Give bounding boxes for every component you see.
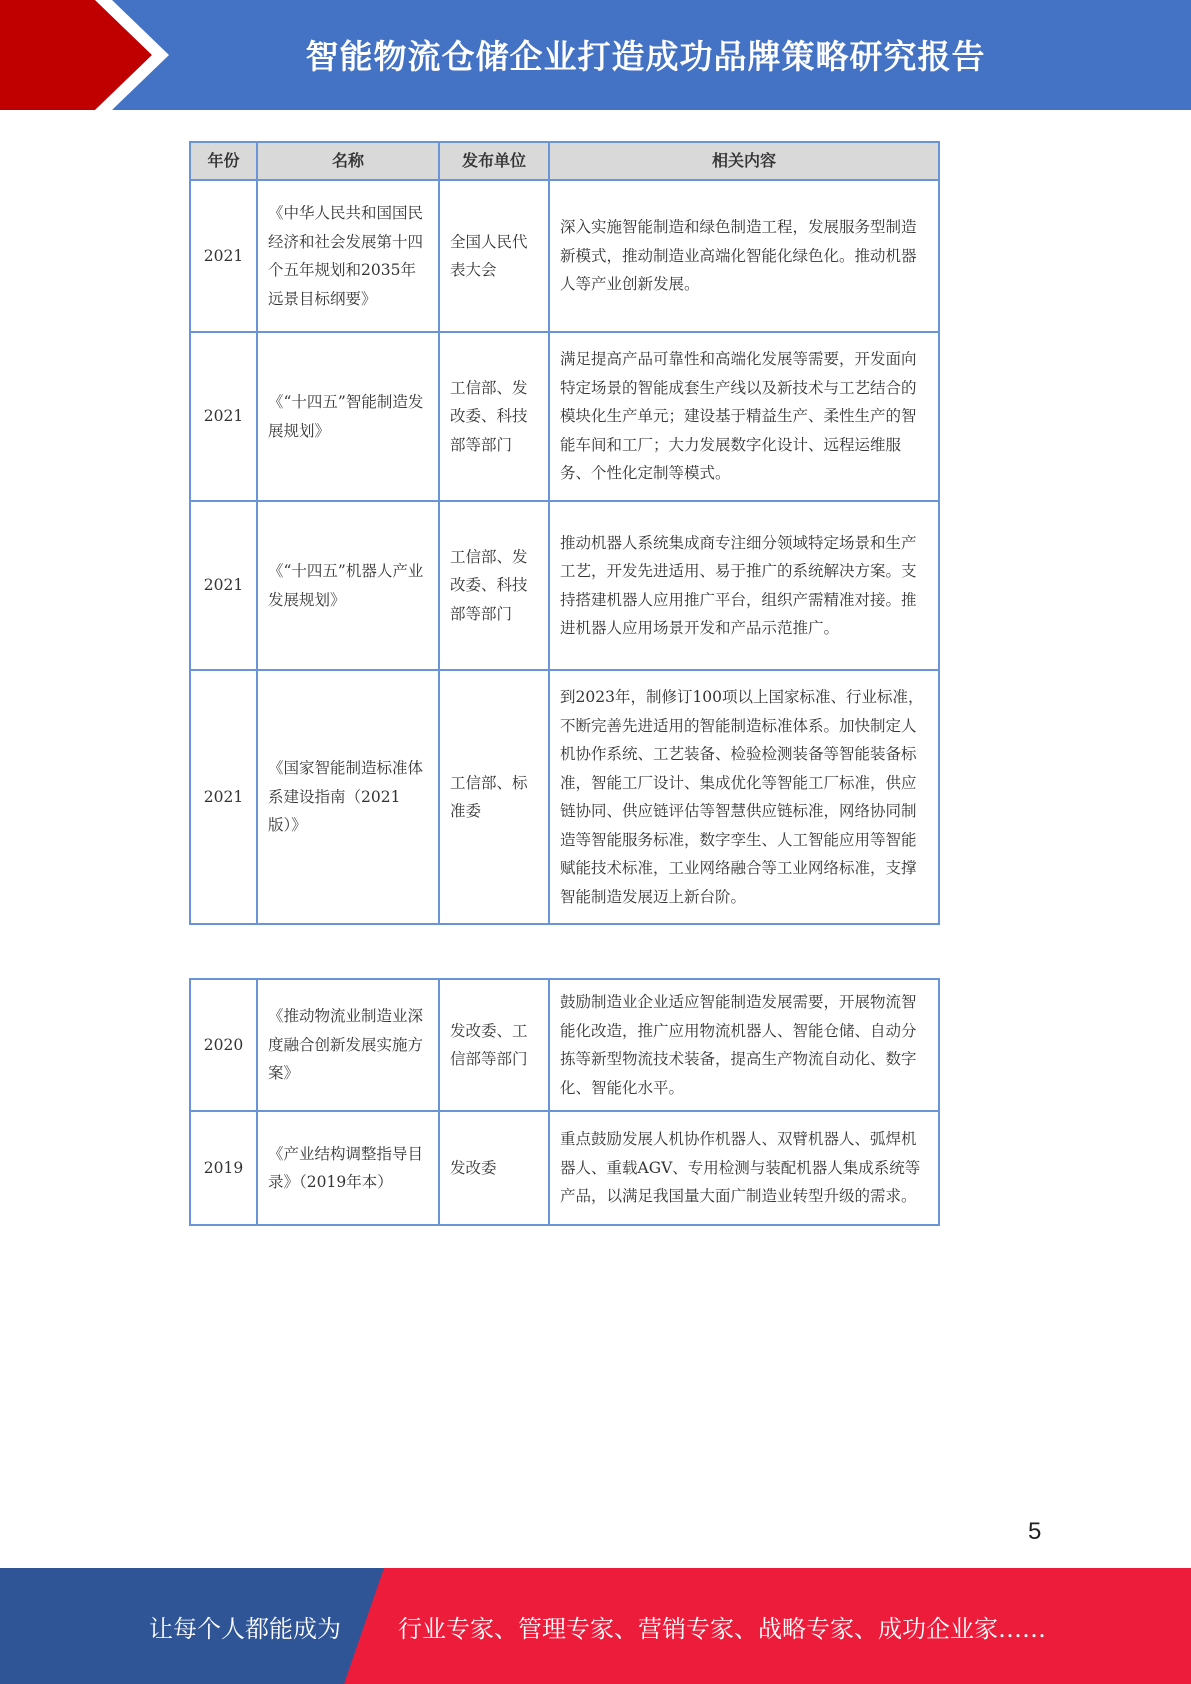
cell-content: 深入实施智能制造和绿色制造工程，发展服务型制造新模式，推动制造业高端化智能化绿色化。推动机器人等产业创新发展。: [549, 180, 939, 332]
cell-name: 《国家智能制造标准体系建设指南（2021版）》: [257, 670, 439, 924]
cell-year: 2019: [190, 1111, 257, 1225]
header-red-arrow: [0, 0, 152, 110]
cell-year: 2020: [190, 979, 257, 1111]
policy-table-continued: [189, 978, 940, 1226]
cell-year: 2021: [190, 501, 257, 670]
cell-content: 推动机器人系统集成商专注细分领域特定场景和生产工艺，开发先进适用、易于推广的系统解决方案。支持搭建机器人应用推广平台，组织产需精准对接。推进机器人应用场景开发和产品示范推广。: [549, 501, 939, 670]
footer-slogan-right: 行业专家、管理专家、营销专家、战略专家、成功企业家……: [398, 1614, 1046, 1643]
cell-content: 重点鼓励发展人机协作机器人、双臂机器人、弧焊机器人、重载AGV、专用检测与装配机器人集成系统等产品，以满足我国量大面广制造业转型升级的需求。: [549, 1111, 939, 1225]
cell-publisher: 工信部、发改委、科技部等部门: [439, 501, 549, 670]
table-row: [190, 501, 939, 670]
cell-year: 2021: [190, 332, 257, 501]
footer-slogan-left: 让每个人都能成为: [149, 1614, 341, 1643]
cell-publisher: 全国人民代表大会: [439, 180, 549, 332]
cell-publisher: 工信部、发改委、科技部等部门: [439, 332, 549, 501]
header-name: 名称: [257, 142, 439, 180]
header-year: 年份: [190, 142, 257, 180]
table-row: [190, 979, 939, 1111]
policy-table: [189, 141, 940, 925]
page-header: [0, 0, 1191, 110]
cell-name: 《中华人民共和国国民经济和社会发展第十四个五年规划和2035年远景目标纲要》: [257, 180, 439, 332]
table-row: [190, 670, 939, 924]
cell-name: 《推动物流业制造业深度融合创新发展实施方案》: [257, 979, 439, 1111]
cell-publisher: 发改委: [439, 1111, 549, 1225]
table-row: [190, 332, 939, 501]
header-content: 相关内容: [549, 142, 939, 180]
header-publisher: 发布单位: [439, 142, 549, 180]
table-row: [190, 180, 939, 332]
cell-year: 2021: [190, 670, 257, 924]
cell-content: 到2023年，制修订100项以上国家标准、行业标准，不断完善先进适用的智能制造标准体系。加快制定人机协作系统、工艺装备、检验检测装备等智能装备标准，智能工厂设计、集成优化等智能工厂标准，供应链协同、供应链评估等智慧供应链标准，网络协同制造等智能服务标准，数字孪生、人工智能应用等智能赋能技术标准，工业网络融合等工业网络标准，支撑智能制造发展迈上新台阶。: [549, 670, 939, 924]
page-number: 5: [1028, 1518, 1042, 1545]
table-header-row: [190, 142, 939, 180]
cell-publisher: 工信部、标准委: [439, 670, 549, 924]
cell-year: 2021: [190, 180, 257, 332]
cell-content: 满足提高产品可靠性和高端化发展等需要，开发面向特定场景的智能成套生产线以及新技术与工艺结合的模块化生产单元；建设基于精益生产、柔性生产的智能车间和工厂；大力发展数字化设计、远程运维服务、个性化定制等模式。: [549, 332, 939, 501]
cell-name: 《“十四五”智能制造发展规划》: [257, 332, 439, 501]
page-footer: [0, 1568, 1191, 1684]
report-title: 智能物流仓储企业打造成功品牌策略研究报告: [305, 36, 986, 76]
cell-name: 《产业结构调整指导目录》（2019年本）: [257, 1111, 439, 1225]
cell-content: 鼓励制造业企业适应智能制造发展需要，开展物流智能化改造，推广应用物流机器人、智能仓储、自动分拣等新型物流技术装备，提高生产物流自动化、数字化、智能化水平。: [549, 979, 939, 1111]
cell-name: 《“十四五”机器人产业发展规划》: [257, 501, 439, 670]
table-row: [190, 1111, 939, 1225]
cell-publisher: 发改委、工信部等部门: [439, 979, 549, 1111]
